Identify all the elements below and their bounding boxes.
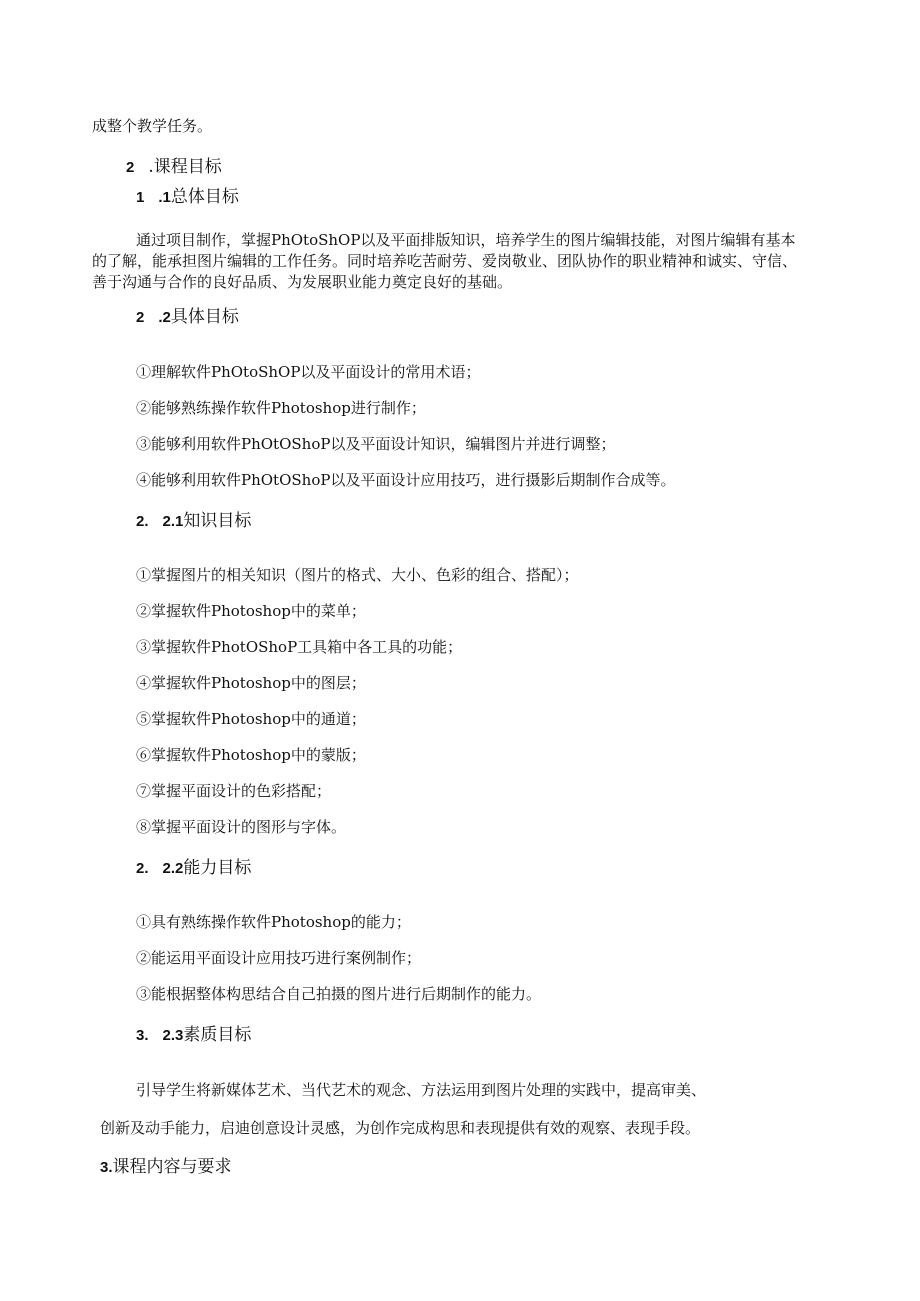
list-item: ④掌握软件Photoshop中的图层； (136, 674, 366, 692)
section-title: .课程目标 (148, 157, 222, 177)
subsection-title: 具体目标 (170, 307, 239, 327)
section-2-heading (126, 156, 222, 179)
section-title: 课程内容与要求 (112, 1157, 232, 1177)
subsection-title: 总体目标 (170, 187, 239, 207)
subsection-number-a: 3. (136, 1027, 149, 1044)
list-item: ②能够熟练操作软件Photoshop进行制作； (136, 399, 426, 417)
subsection-2-2-heading (136, 306, 239, 329)
subsection-number-a: 2. (136, 513, 149, 530)
subsection-number-b: 2.2 (162, 860, 184, 877)
paragraph-line: 通过项目制作，掌握PhOtoShOP以及平面排版知识，培养学生的图片编辑技能，对图片编辑有基本 (136, 231, 796, 249)
paragraph-line: 善于沟通与合作的良好品质、为发展职业能力奠定良好的基础。 (92, 273, 513, 291)
section-number: 2 (126, 159, 135, 176)
subsection-2-2-2-heading (136, 857, 251, 880)
list-item: ②能运用平面设计应用技巧进行案例制作； (136, 949, 422, 967)
subsection-title: 知识目标 (183, 511, 252, 531)
subsection-title: 素质目标 (183, 1025, 252, 1045)
list-item: ①掌握图片的相关知识（图片的格式、大小、色彩的组合、搭配）； (136, 566, 579, 584)
subsection-2-1-heading (136, 186, 239, 209)
paragraph-line: 创新及动手能力，启迪创意设计灵感，为创作完成构思和表现提供有效的观察、表现手段。 (100, 1119, 701, 1137)
subsection-2-2-3-heading (136, 1024, 251, 1047)
paragraph-line: 引导学生将新媒体艺术、当代艺术的观念、方法运用到图片处理的实践中，提高审美、 (136, 1081, 707, 1099)
list-item: ③能够利用软件PhOtOShoP以及平面设计知识，编辑图片并进行调整； (136, 435, 616, 453)
subsection-number-a: 2 (136, 309, 145, 326)
section-3-heading (100, 1156, 232, 1179)
list-item: ⑦掌握平面设计的色彩搭配； (136, 782, 332, 800)
subsection-number-b: .1 (158, 189, 171, 206)
list-item: ③掌握软件PhotOShoP工具箱中各工具的功能； (136, 638, 463, 656)
section-number: 3. (100, 1159, 113, 1176)
subsection-number-b: 2.3 (162, 1027, 184, 1044)
list-item: ⑧掌握平面设计的图形与字体。 (136, 818, 347, 836)
intro-tail-text: 成整个教学任务。 (92, 117, 213, 135)
subsection-number-b: 2.1 (162, 513, 184, 530)
list-item: ⑥掌握软件Photoshop中的蒙版； (136, 746, 366, 764)
paragraph-line: 的了解，能承担图片编辑的工作任务。同时培养吃苦耐劳、爱岗敬业、团队协作的职业精神和诚实、守信、 (92, 252, 798, 270)
subsection-2-2-1-heading (136, 510, 251, 533)
list-item: ③能根据整体构思结合自己拍摄的图片进行后期制作的能力。 (136, 985, 542, 1003)
list-item: ②掌握软件Photoshop中的菜单； (136, 602, 366, 620)
subsection-title: 能力目标 (183, 858, 252, 878)
subsection-number-a: 1 (136, 189, 145, 206)
list-item: ⑤掌握软件Photoshop中的通道； (136, 710, 366, 728)
subsection-number-b: .2 (158, 309, 171, 326)
list-item: ①具有熟练操作软件Photoshop的能力； (136, 913, 411, 931)
list-item: ④能够利用软件PhOtOShoP以及平面设计应用技巧，进行摄影后期制作合成等。 (136, 471, 676, 489)
subsection-number-a: 2. (136, 860, 149, 877)
list-item: ①理解软件PhOtoShOP以及平面设计的常用术语； (136, 363, 481, 381)
